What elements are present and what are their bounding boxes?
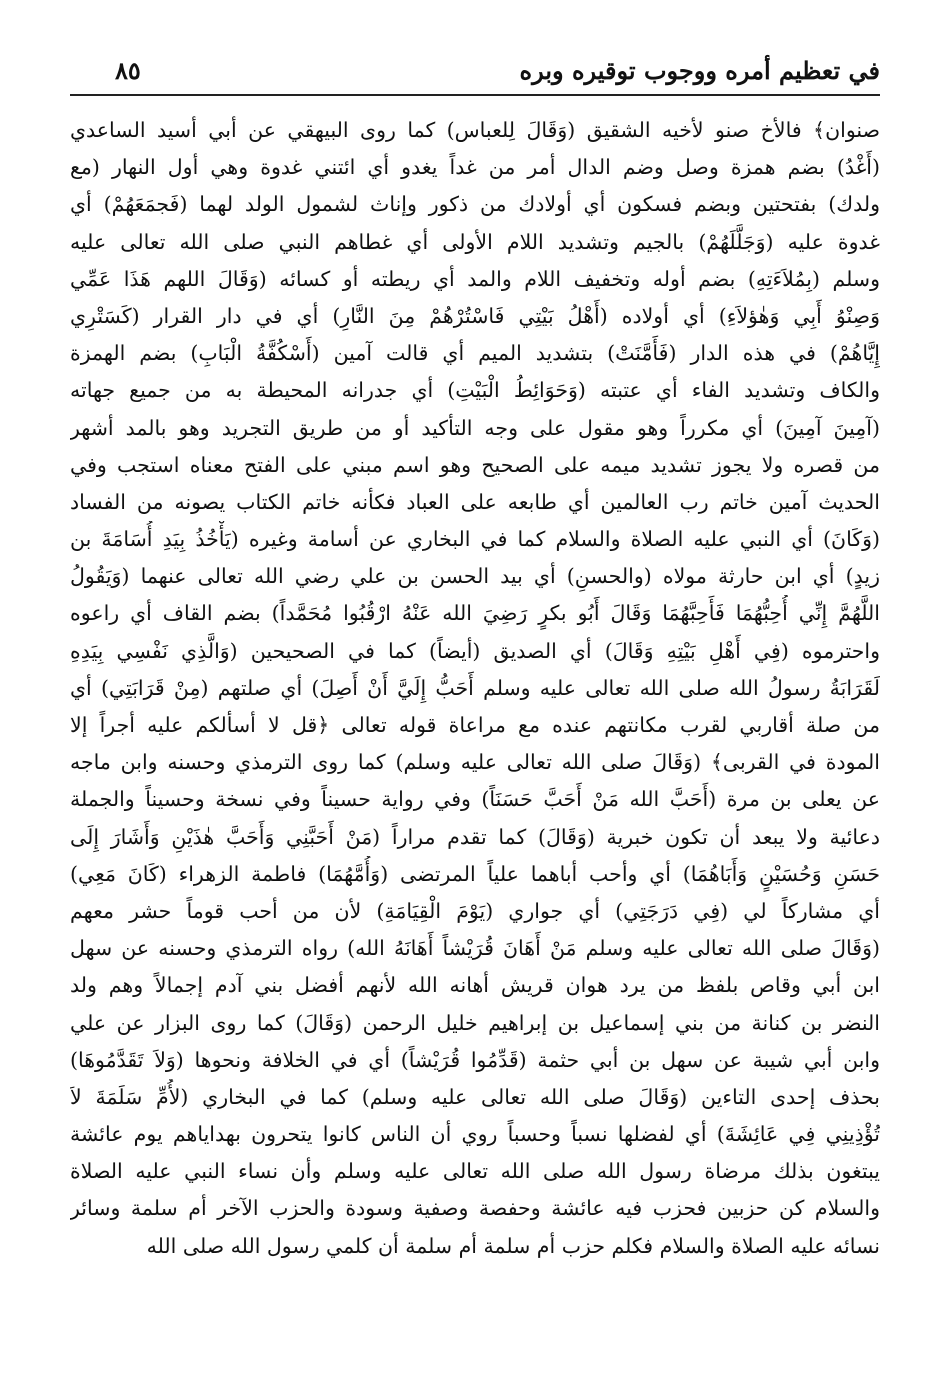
text-line: من قصره ولا يجوز تشديد ميمه على الصحيح وهو اسم مبني على الفتح معناه استجب وفي [70,452,880,477]
text-line: واحترموه (فِي أَهْلِ بَيْتِهِ وَقَالَ) أي الصديق (أيضاً) كما في الصحيحين (وَالَّذِي نَفْسِي بِيَدِهِ [70,638,880,663]
text-line: (آمِينَ آمِينَ) أي مكرراً وهو مقول على وجه التأكيد أو من طريق التجريد وهو بالمد أشهر [70,415,880,440]
text-line: وابن أبي شيبة عن سهل بن أبي حثمة (قَدِّمُوا قُرَيْشاً) أي في الخلافة ونحوها (وَلاَ تَقَدَّمُوهَا) [70,1047,880,1072]
text-line: النضر بن كنانة من بني إسماعيل بن إبراهيم خليل الرحمن (وَقَالَ) كما روى البزار عن علي [70,1010,880,1035]
text-line: (وَقَالَ صلى الله تعالى عليه وسلم مَنْ أَهَانَ قُرَيْشاً أَهَانَهُ الله) رواه الترمذي وحسنه عن سهل [70,936,880,961]
text-line: أي مشاركاً لي (فِي دَرَجَتِي) أي جواري (يَوْمَ الْقِيَامَةِ) لأن من أحب قوماً حشر معهم [70,898,880,923]
text-line: حَسَنِ وَحُسَيْنٍ وَأَبَاهُمَا) أي وأحب أباهما علياً المرتضى (وَأُمَّهُمَا) فاطمة الزهراء (كَانَ مَعِي) [70,861,880,886]
text-line: والكاف وتشديد الفاء أي عتبته (وَحَوَائِطُ الْبَيْتِ) أي جدرانه المحيطة به من جميع جهاته [70,378,880,403]
text-line: إِيَّاهُمْ) في هذه الدار (فَأَمَّنَتْ) بتشديد الميم أي قالت آمين (أَسْكُفَّةُ الْبَابِ) بضم الهمزة [70,341,880,366]
page-number: ٨٥ [115,56,141,85]
text-line: لَقَرَابَةُ رسولُ الله صلى الله تعالى عليه وسلم أَحَبُّ إِلَيَّ أَنْ أَصِلَ) أي صلتهم (مِنْ قَرَابَتِي) أي [70,675,880,700]
text-line: الحديث آمين خاتم رب العالمين أي طابعه على العباد فكأنه خاتم الكتاب يصونه من الفساد [70,489,880,514]
text-line: المودة في القربى﴾ (وَقَالَ صلى الله تعالى عليه وسلم) كما روى الترمذي وحسنه وابن ماجه [70,750,880,775]
text-line: والسلام كن حزبين فحزب فيه عائشة وحفصة وصفية وسودة والحزب الآخر أم سلمة وسائر [70,1196,880,1221]
body-text [70,112,880,1265]
text-line: دعائية ولا يبعد أن تكون خبرية (وَقَالَ) كما تقدم مراراً (مَنْ أَحَبَّنِي وَأَحَبَّ هٰذَيْنِ وَأَشَارَ إِلَى [70,824,880,849]
text-line: وسلم (بِمُلاَءَتِهِ) بضم أوله وتخفيف اللام والمد أي ريطته أو كسائه (وَقَالَ اللهم هَذَا عَمِّي [70,266,880,291]
text-line: بحذف إحدى التاءين (وَقَالَ صلى الله تعالى عليه وسلم) كما في البخاري (لأُمِّ سَلَمَةَ لاَ [70,1084,880,1109]
text-line: من صلة أقاربي لقرب مكانتهم عنده مع مراعاة قوله تعالى ﴿قل لا أسألكم عليه أجراً إلا [70,713,880,737]
text-line: اللَّهُمَّ إِنِّي أُحِبُّهُمَا فَأَحِبَّهُمَا وَقَالَ أَبُو بكرٍ رَضِيَ الله عَنْهُ ارْقُبُوا مُحَمَّداً) بضم القاف أي راعوه [70,601,880,626]
text-line: ولدك) بفتحتين وبضم فسكون أي أولادك من ذكور وإناث لشمول الولد لهما (فَجمَعَهُمْ) أي [70,192,880,217]
text-line: يبتغون بذلك مرضاة رسول الله صلى الله تعالى عليه وسلم وأن نساء النبي عليه الصلاة [70,1159,880,1184]
text-line: نسائه عليه الصلاة والسلام فكلم حزب أم سلمة أم سلمة أن كلمي رسول الله صلى الله [146,1233,880,1258]
header-rule [70,94,880,96]
running-title: في تعظيم أمره ووجوب توقيره وبره [519,56,880,85]
text-line: (وَكَانَ) أي النبي عليه الصلاة والسلام كما في البخاري عن أسامة وغيره (يَأْخُذُ بِيَدِ أُسَامَةَ بن [70,527,880,552]
text-line: غدوة عليه (وَجَلَّلَهُمْ) بالجيم وتشديد اللام الأولى أي غطاهم النبي صلى الله تعالى عليه [70,229,880,254]
text-line: ابن أبي وقاص بلفظ من يرد هوان قريش أهانه الله لأنهم أفضل بني آدم إجمالاً وهم ولد [70,973,880,998]
text-line: صنوان﴾ فالأخ صنو لأخيه الشقيق (وَقَالَ لِلعباس) كما روى البيهقي عن أبي أسيد الساعدي [70,118,880,142]
text-line: وَصِنْوُ أَبِي وَهٰؤلاَءِ) أي أولاده (أَهْلُ بَيْتِي فَاسْتُرْهُمْ مِنَ النَّارِ) أي في دار القرار (كَسَتْرِي [70,303,880,328]
text-line: عن يعلى بن مرة (أَحَبَّ الله مَنْ أَحَبَّ حَسَنَاً) وفي رواية حسيناً وفي نسخة وحسيناً والجملة [70,787,880,812]
text-line: تُؤْذِينِي فِي عَائِشَةَ) أي لفضلها نسباً وحسباً روي أن الناس كانوا يتحرون بهداياهم يوم عائشة [70,1122,880,1147]
text-line: (أَغْدُ) بضم همزة وصل وضم الدال أمر من غداً يغدو أي ائتني غدوة وهي أول النهار (مع [70,155,880,180]
text-line: زيدٍ) أي ابن حارثة مولاه (والحسنِ) أي بيد الحسن بن علي رضي الله تعالى عنهما (وَيَقُولُ [70,564,880,589]
page-header [70,50,880,92]
